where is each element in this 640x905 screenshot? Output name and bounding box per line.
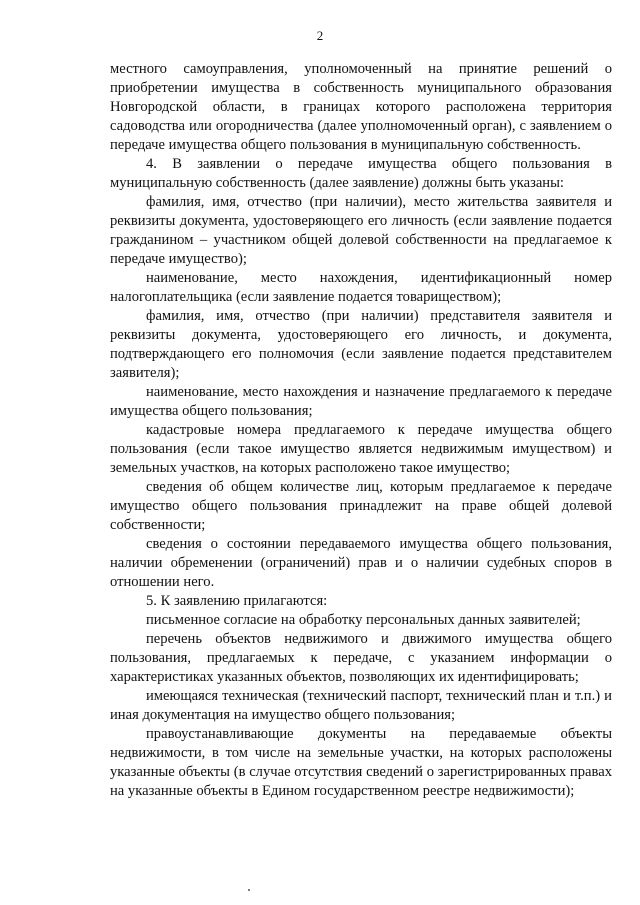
paragraph-organization-name: наименование, место нахождения, идентификационный номер налогоплательщика (если заявление подается товариществом);	[110, 270, 612, 305]
paragraph-technical-docs: имеющаяся техническая (технический паспорт, технический план и т.п.) и иная документация на имущество общего пользования;	[110, 688, 612, 723]
paragraph-consent: письменное согласие на обработку персональных данных заявителей;	[146, 612, 581, 628]
paragraph-property-state: сведения о состоянии передаваемого имущества общего пользования, наличии обременении (ограничений) прав и о наличии судебных споров в отношении него.	[110, 536, 612, 590]
scan-speck	[248, 889, 250, 891]
paragraph-objects-list: перечень объектов недвижимого и движимого имущества общего пользования, предлагаемых к передаче, с указанием информации о характеристиках указанных объектов, позволяющих их идентифицировать;	[110, 631, 612, 685]
paragraph-item-5: 5. К заявлению прилагаются:	[146, 593, 328, 609]
paragraph-continuation: местного самоуправления, уполномоченный на принятие решений о приобретении имущества в собственность муниципального образования Новгородской области, в границах которого расположена территория садоводства или огородничества (далее уполномоченный орган), с заявлением о передаче имущества общего пользования в муниципальную собственность.	[110, 61, 612, 153]
paragraph-title-documents: правоустанавливающие документы на передаваемые объекты недвижимости, в том числе на земельные участки, на которых расположены указанные объекты (в случае отсутствия сведений о зарегистрированных правах на указанные объекты в Едином государственном реестре недвижимости);	[110, 726, 612, 799]
paragraph-property-description: наименование, место нахождения и назначение предлагаемого к передаче имущества общего пользования;	[110, 384, 612, 419]
paragraph-representative: фамилия, имя, отчество (при наличии) представителя заявителя и реквизиты документа, удостоверяющего его личность, и документа, подтверждающего его полномочия (если заявление подается представителем заявителя);	[110, 308, 612, 381]
document-body	[110, 60, 612, 801]
paragraph-item-4: 4. В заявлении о передаче имущества общего пользования в муниципальную собственность (далее заявление) должны быть указаны:	[110, 156, 612, 191]
paragraph-cadastral-numbers: кадастровые номера предлагаемого к передаче имущества общего пользования (если такое имущество является недвижимым имуществом) и земельных участков, на которых расположено такое имущество;	[110, 422, 612, 476]
paragraph-applicant-name: фамилия, имя, отчество (при наличии), место жительства заявителя и реквизиты документа, удостоверяющего его личность (если заявление подается гражданином – участником общей долевой собственности на предлагаемое к передаче имущество);	[110, 194, 612, 267]
page-number: 2	[316, 28, 324, 43]
paragraph-owners-count: сведения об общем количестве лиц, которым предлагаемое к передаче имущество общего пользования принадлежит на праве общей долевой собственности;	[110, 479, 612, 533]
